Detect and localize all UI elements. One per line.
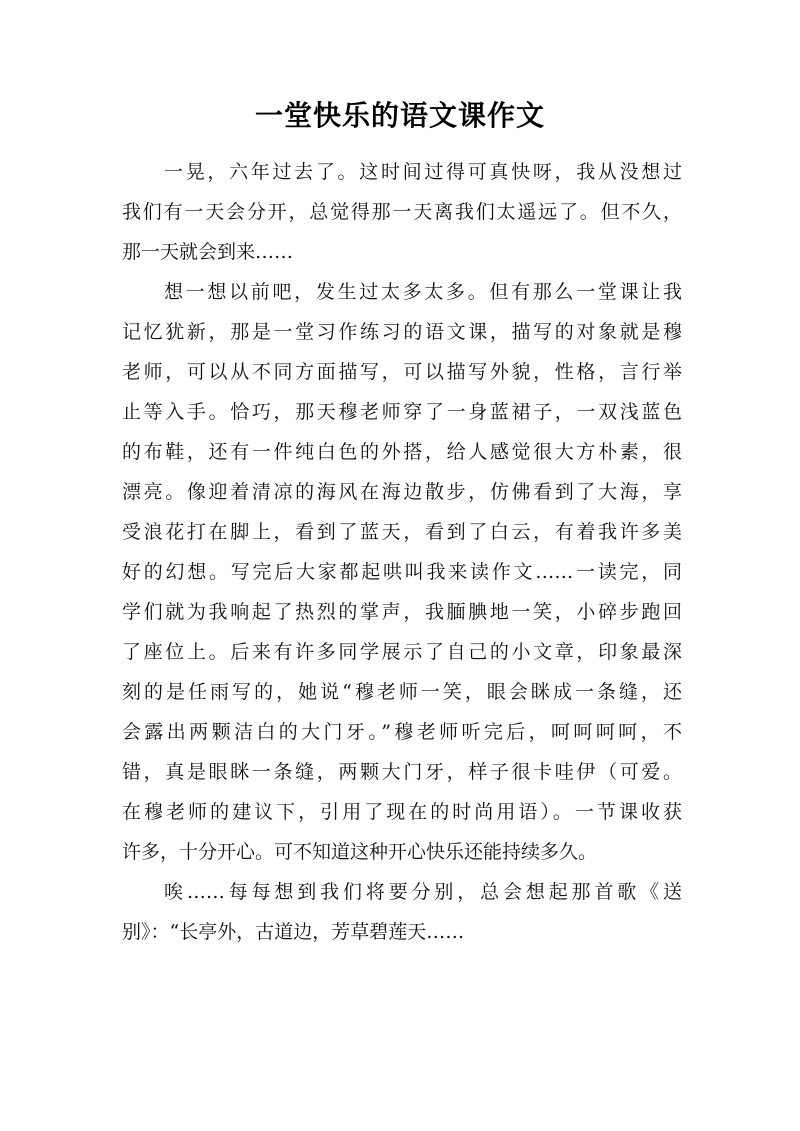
text-line: 漂亮。像迎着清凉的海风在海边散步，仿佛看到了大海，享 xyxy=(122,481,682,503)
paragraph-1 xyxy=(122,152,682,272)
text-line: 那一天就会到来…… xyxy=(122,241,294,263)
text-line: 我们有一天会分开，总觉得那一天离我们太遥远了。但不久， xyxy=(122,201,682,223)
paragraph-2 xyxy=(122,272,682,872)
text-line: 老师，可以从不同方面描写，可以描写外貌，性格，言行举 xyxy=(122,361,682,383)
text-line: 许多，十分开心。可不知道这种开心快乐还能持续多久。 xyxy=(122,841,598,863)
text-line: 止等入手。恰巧，那天穆老师穿了一身蓝裙子，一双浅蓝色 xyxy=(122,401,682,423)
text-line: 一晃，六年过去了。这时间过得可真快呀，我从没想过 xyxy=(164,161,682,183)
text-line: 了座位上。后来有许多同学展示了自己的小文章，印象最深 xyxy=(122,641,682,663)
text-line: 的布鞋，还有一件纯白色的外搭，给人感觉很大方朴素，很 xyxy=(122,441,682,463)
document-body xyxy=(122,152,682,952)
text-line: 在穆老师的建议下，引用了现在的时尚用语）。一节课收获 xyxy=(122,801,682,823)
text-line: 想一想以前吧，发生过太多太多。但有那么一堂课让我 xyxy=(164,281,682,303)
text-line: 好的幻想。写完后大家都起哄叫我来读作文……一读完，同 xyxy=(122,561,682,583)
text-line: 别》：“长亭外，古道边，芳草碧莲天…… xyxy=(122,921,465,943)
text-line: 记忆犹新，那是一堂习作练习的语文课，描写的对象就是穆 xyxy=(122,321,682,343)
document-title: 一堂快乐的语文课作文 xyxy=(254,99,545,132)
text-line: 错，真是眼眯一条缝，两颗大门牙，样子很卡哇伊（可爱。 xyxy=(122,761,682,783)
text-line: 学们就为我响起了热烈的掌声，我腼腆地一笑，小碎步跑回 xyxy=(122,601,682,623)
text-line: 刻的是任雨写的，她说“穆老师一笑，眼会眯成一条缝，还 xyxy=(122,681,682,703)
paragraph-3 xyxy=(122,872,682,952)
text-line: 唉……每每想到我们将要分别，总会想起那首歌《送 xyxy=(164,881,682,903)
text-line: 受浪花打在脚上，看到了蓝天，看到了白云，有着我许多美 xyxy=(122,521,682,543)
text-line: 会露出两颗洁白的大门牙。”穆老师听完后，呵呵呵呵，不 xyxy=(122,721,682,743)
